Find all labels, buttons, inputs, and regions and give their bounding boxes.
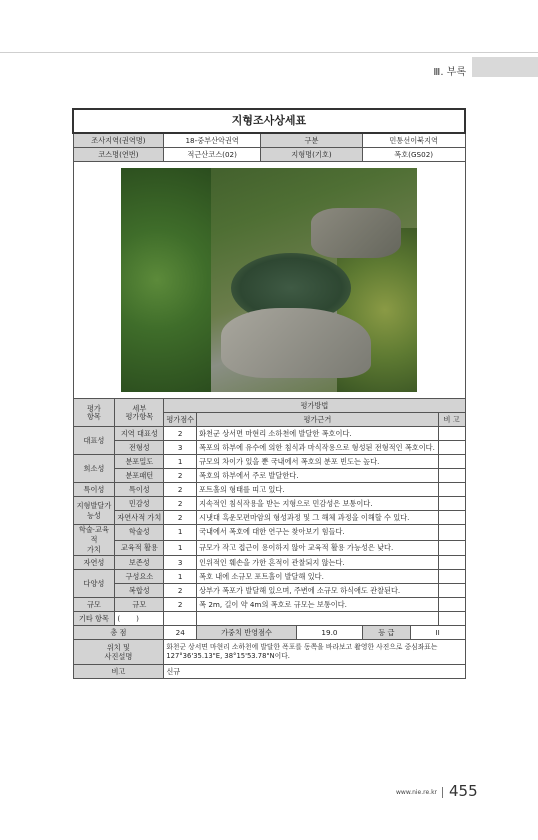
eval-basis: 규모의 차이가 있을 뿐 국내에서 폭호의 분포 빈도는 높다. bbox=[197, 455, 439, 469]
eval-basis: 지속적인 침식작용을 받는 지형으로 민감성은 보통이다. bbox=[197, 497, 439, 511]
eval-header-subitem: 세부 평가항목 bbox=[115, 399, 164, 427]
eval-basis: 시냇대 흑운모편마암의 형성과정 및 그 해체 과정을 이해할 수 있다. bbox=[197, 511, 439, 525]
grade-label: 등 급 bbox=[362, 626, 410, 640]
page-number: 455 bbox=[449, 782, 478, 800]
eval-score: 2 bbox=[164, 497, 197, 511]
eval-note bbox=[438, 427, 465, 441]
eval-subitem: 구성요소 bbox=[115, 570, 164, 584]
eval-basis: 화천군 상서면 마현리 소하천에 발달한 폭호이다. bbox=[197, 427, 439, 441]
eval-note bbox=[438, 511, 465, 525]
table-row bbox=[73, 441, 465, 455]
eval-group: 학술·교육적 가치 bbox=[73, 525, 115, 556]
info-value: 폭호(GS02) bbox=[362, 148, 465, 162]
table-row bbox=[73, 469, 465, 483]
eval-subitem: 분포패턴 bbox=[115, 469, 164, 483]
table-row bbox=[73, 525, 465, 541]
table-row bbox=[73, 483, 465, 497]
eval-note bbox=[438, 455, 465, 469]
eval-subitem: 복합성 bbox=[115, 584, 164, 598]
footer-separator bbox=[442, 787, 443, 798]
eval-basis: 상부가 폭포가 발달해 있으며, 주변에 소규모 하식애도 관찰된다. bbox=[197, 584, 439, 598]
eval-subitem: 지역 대표성 bbox=[115, 427, 164, 441]
eval-score: 2 bbox=[164, 598, 197, 612]
eval-score: 2 bbox=[164, 469, 197, 483]
eval-score: 2 bbox=[164, 584, 197, 598]
eval-subitem: 규모 bbox=[115, 598, 164, 612]
eval-subitem: 교육적 활용 bbox=[115, 540, 164, 556]
eval-score: 1 bbox=[164, 455, 197, 469]
eval-score: 3 bbox=[164, 556, 197, 570]
table-row bbox=[73, 584, 465, 598]
eval-group: 희소성 bbox=[73, 455, 115, 483]
info-value: 적근산코스(02) bbox=[164, 148, 261, 162]
eval-score: 2 bbox=[164, 483, 197, 497]
eval-header-item: 평가 항목 bbox=[73, 399, 115, 427]
eval-subitem: 특이성 bbox=[115, 483, 164, 497]
eval-note bbox=[438, 570, 465, 584]
eval-note bbox=[438, 441, 465, 455]
eval-basis: 포트홀의 형태를 띠고 있다. bbox=[197, 483, 439, 497]
eval-header-score: 평가점수 bbox=[164, 413, 197, 427]
sheet-title: 지형조사상세표 bbox=[73, 109, 465, 133]
eval-subitem: 민감성 bbox=[115, 497, 164, 511]
weighted-label: 가중치 반영점수 bbox=[197, 626, 297, 640]
grade-value: II bbox=[410, 626, 465, 640]
eval-note bbox=[438, 584, 465, 598]
table-row bbox=[73, 497, 465, 511]
table-row bbox=[73, 511, 465, 525]
location-label: 위치 및 사진설명 bbox=[73, 640, 164, 665]
eval-note bbox=[438, 540, 465, 556]
eval-header-note: 비 고 bbox=[438, 413, 465, 427]
remark-label: 비고 bbox=[73, 665, 164, 679]
location-text: 화천군 상서면 마현리 소하천에 발달한 폭포를 동쪽을 바라보고 촬영한 사진으로 중심좌표는 127°36'35.13"E, 38°15'53.78"N이다. bbox=[164, 640, 465, 665]
table-row bbox=[73, 556, 465, 570]
eval-score: 2 bbox=[164, 511, 197, 525]
total-label: 총 점 bbox=[73, 626, 164, 640]
eval-group: 규모 bbox=[73, 598, 115, 612]
eval-basis: 인위적인 훼손을 가한 흔적이 관찰되지 않는다. bbox=[197, 556, 439, 570]
header-rule bbox=[0, 52, 538, 53]
table-row bbox=[73, 598, 465, 612]
eval-note bbox=[438, 469, 465, 483]
info-label: 지형명(기호) bbox=[261, 148, 363, 162]
eval-score: 2 bbox=[164, 427, 197, 441]
weighted-value: 19.0 bbox=[296, 626, 362, 640]
eval-header-basis: 평가근거 bbox=[197, 413, 439, 427]
eval-subitem: 분포밀도 bbox=[115, 455, 164, 469]
eval-basis: 국내에서 폭호에 대한 연구는 찾아보기 힘들다. bbox=[197, 525, 439, 541]
landscape-photo bbox=[121, 168, 417, 392]
eval-note bbox=[438, 525, 465, 541]
info-label: 조사지역(권역명) bbox=[73, 133, 164, 148]
survey-sheet bbox=[72, 108, 466, 679]
eval-note bbox=[438, 598, 465, 612]
eval-subitem: 보존성 bbox=[115, 556, 164, 570]
eval-group: 자연성 bbox=[73, 556, 115, 570]
table-row bbox=[73, 540, 465, 556]
eval-basis: 규모가 작고 접근이 용이하지 않아 교육적 활용 가능성은 낮다. bbox=[197, 540, 439, 556]
remark-value: 신규 bbox=[164, 665, 465, 679]
section-label: Ⅲ. 부록 bbox=[433, 67, 466, 78]
table-row bbox=[73, 427, 465, 441]
eval-score: 1 bbox=[164, 570, 197, 584]
section-tab bbox=[472, 57, 538, 77]
eval-header-method: 평가방법 bbox=[164, 399, 465, 413]
eval-note bbox=[438, 483, 465, 497]
eval-subitem: 학술성 bbox=[115, 525, 164, 541]
eval-subitem: 전형성 bbox=[115, 441, 164, 455]
eval-subitem: 자연사적 가치 bbox=[115, 511, 164, 525]
eval-basis: 폭 2m, 길이 약 4m의 폭호로 규모는 보통이다. bbox=[197, 598, 439, 612]
eval-note bbox=[438, 556, 465, 570]
eval-group: 대표성 bbox=[73, 427, 115, 455]
table-row bbox=[73, 570, 465, 584]
eval-score: 3 bbox=[164, 441, 197, 455]
eval-group: 특이성 bbox=[73, 483, 115, 497]
eval-basis: 폭포의 하부에 유수에 의한 침식과 마식작용으로 형성된 전형적인 폭호이다. bbox=[197, 441, 439, 455]
eval-note bbox=[438, 497, 465, 511]
info-label: 구분 bbox=[261, 133, 363, 148]
total-value: 24 bbox=[164, 626, 197, 640]
eval-basis: 폭호의 하부에서 주로 발달한다. bbox=[197, 469, 439, 483]
eval-basis: 폭호 내에 소규모 포트홀이 발달해 있다. bbox=[197, 570, 439, 584]
eval-rows bbox=[73, 427, 465, 612]
footer-site: www.nie.re.kr bbox=[396, 789, 438, 796]
other-label: 기타 항목 bbox=[73, 612, 115, 626]
eval-score: 1 bbox=[164, 525, 197, 541]
eval-group: 지형발달가능성 bbox=[73, 497, 115, 525]
info-value: 민통선이북지역 bbox=[362, 133, 465, 148]
eval-score: 1 bbox=[164, 540, 197, 556]
photo-cell bbox=[73, 162, 465, 399]
survey-table bbox=[72, 108, 466, 679]
other-paren: ( ) bbox=[115, 612, 164, 626]
eval-group: 다양성 bbox=[73, 570, 115, 598]
info-label: 코스명(연번) bbox=[73, 148, 164, 162]
table-row bbox=[73, 455, 465, 469]
info-value: 18-중부산악권역 bbox=[164, 133, 261, 148]
